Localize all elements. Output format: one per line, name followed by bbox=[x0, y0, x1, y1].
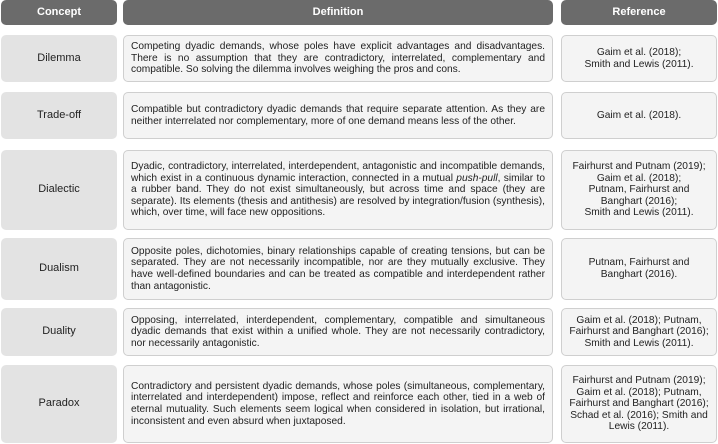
reference-line: Schad et al. (2016); Smith and bbox=[570, 409, 708, 421]
definition-dialectic bbox=[123, 150, 553, 230]
concept-dilemma: Dilemma bbox=[1, 35, 117, 82]
concept-dialectic: Dialectic bbox=[1, 150, 117, 230]
definition-text bbox=[131, 161, 545, 219]
reference-trade-off bbox=[561, 92, 717, 139]
reference-line: Putnam, Fairhurst and bbox=[588, 184, 690, 196]
reference-line: Banghart (2016). bbox=[600, 269, 678, 280]
reference-line: Gaim et al. (2018). bbox=[596, 109, 682, 121]
definition-text: Compatible but contradictory dyadic demands that require separate attention. As they are neither interrelated nor complementary, more of one demand means less of the other. bbox=[131, 103, 545, 127]
concepts-table bbox=[1, 0, 717, 444]
header-concept: Concept bbox=[1, 0, 117, 25]
definition-text-start: Dyadic, contradictory, interrelated, interdependent, antagonistic and incompatible demands, which exist in a continuous dynamic interaction, connected in a mutual bbox=[131, 161, 545, 184]
definition-text: Opposing, interrelated, interdependent, complementary, compatible and simultaneous dyadic demands that exist within a unified whole. They are not necessarily contradictory, nor necessarily antagonistic. bbox=[131, 314, 545, 349]
definition-dilemma bbox=[123, 35, 553, 82]
reference-line: Lewis (2011). bbox=[608, 421, 670, 433]
definition-text: Opposite poles, dichotomies, binary relationships capable of creating tensions, but can be separated. They are not necessarily incompatible, nor are they mutually exclusive. They have well-defined boundaries and can be treated as compatible and interdependent rather than antagonistic. bbox=[131, 245, 545, 292]
definition-trade-off bbox=[123, 92, 553, 139]
concept-dualism: Dualism bbox=[1, 238, 117, 300]
reference-duality bbox=[561, 308, 717, 356]
reference-line: Fairhurst and Banghart (2016); bbox=[569, 398, 709, 410]
definition-dualism bbox=[123, 238, 553, 300]
definition-emphasis: push-pull bbox=[456, 172, 498, 184]
reference-paradox bbox=[561, 365, 717, 443]
reference-line: Fairhurst and Putnam (2019); bbox=[572, 375, 706, 387]
definition-text: Contradictory and persistent dyadic demands, whose poles (simultaneous, complementary, interrelated and interdependent) impose, reflect and reinforce each other, tied in a web of eternal mutuality. Such elements seem logical when considered in isolation, but irrational, inconsistent and even absurd when juxtaposed. bbox=[131, 380, 545, 427]
reference-line: Gaim et al. (2018); bbox=[596, 46, 682, 58]
header-definition: Definition bbox=[123, 0, 553, 25]
reference-dialectic bbox=[561, 150, 717, 230]
reference-line: Fairhurst and Putnam (2019); bbox=[572, 161, 706, 173]
concept-duality: Duality bbox=[1, 308, 117, 356]
reference-line: Fairhurst and Banghart (2016); bbox=[569, 326, 709, 338]
definition-paradox bbox=[123, 365, 553, 443]
reference-line: Smith and Lewis (2011). bbox=[584, 337, 694, 349]
reference-dualism bbox=[561, 238, 717, 300]
reference-line: Gaim et al. (2018); Putnam, bbox=[576, 386, 702, 398]
reference-dilemma bbox=[561, 35, 717, 82]
reference-line: Gaim et al. (2018); bbox=[596, 172, 682, 184]
definition-duality bbox=[123, 308, 553, 356]
reference-line: Smith and Lewis (2011). bbox=[584, 58, 694, 70]
definition-text: Competing dyadic demands, whose poles have explicit advantages and disadvantages. There is no assumption that they are contradictory, interrelated, complementary and compatible. So solving the dilemma involves weighing the pros and cons. bbox=[131, 41, 545, 76]
reference-line: Smith and Lewis (2011). bbox=[584, 207, 694, 219]
reference-line: Gaim et al. (2018); Putnam, bbox=[576, 314, 702, 326]
concept-paradox: Paradox bbox=[1, 365, 117, 443]
concept-trade-off: Trade-off bbox=[1, 92, 117, 139]
header-reference: Reference bbox=[561, 0, 717, 25]
reference-line: Putnam, Fairhurst and bbox=[588, 257, 690, 269]
definition-text-end: , similar to a rubber band. They do not exist simultaneously, but across time and space (they are separate). Its elements (thesis and antithesis) are resolved by integration/fusion (synthesis), which, over time, will face new oppositions. bbox=[131, 172, 546, 219]
reference-line: Banghart (2016); bbox=[600, 195, 678, 207]
